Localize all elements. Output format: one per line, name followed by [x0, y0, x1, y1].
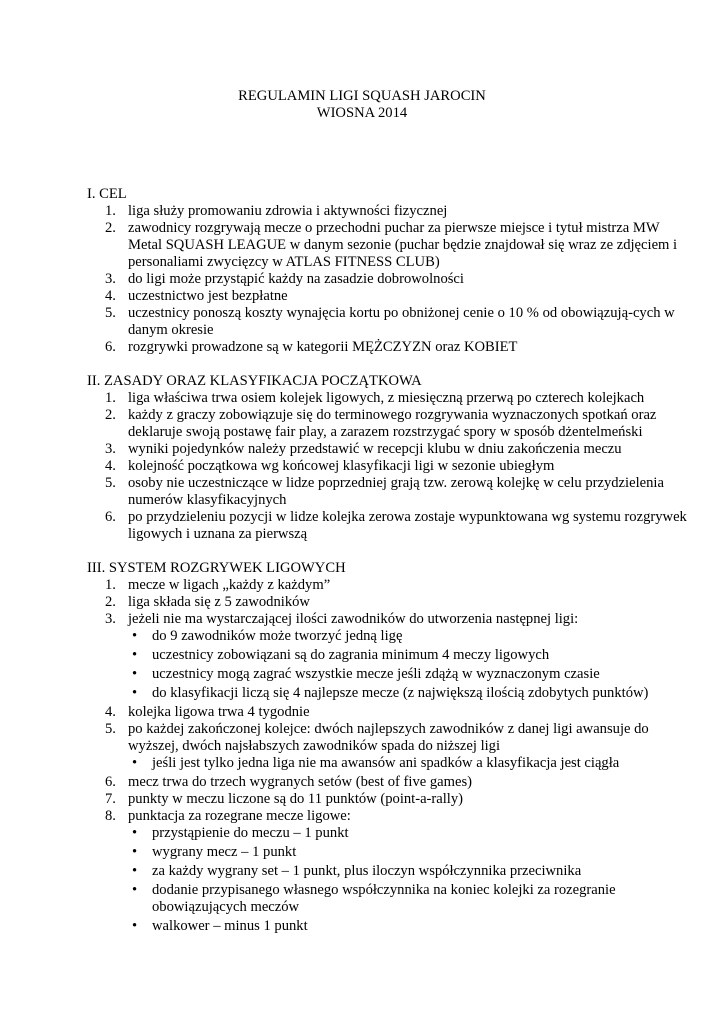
section-heading: I. CEL — [87, 186, 127, 202]
bullet-icon: • — [132, 825, 138, 841]
item-number: 7. — [105, 791, 116, 807]
item-text: liga służy promowaniu zdrowia i aktywności fizycznej — [128, 203, 448, 219]
bullet-text: do 9 zawodników może tworzyć jedną ligę — [152, 628, 403, 644]
item-text: mecz trwa do trzech wygranych setów (best of five games) — [128, 774, 473, 790]
bullet-text: jeśli jest tylko jedna liga nie ma awansów ani spadków a klasyfikacja jest ciągła — [152, 755, 620, 771]
numbered-list — [87, 203, 687, 356]
item-number: 4. — [105, 288, 116, 304]
list-item — [87, 721, 687, 772]
item-number: 1. — [105, 577, 116, 593]
bullet-list — [128, 755, 687, 772]
document-body — [87, 186, 687, 952]
list-item — [87, 339, 687, 356]
list-item — [87, 704, 687, 721]
item-text: mecze w ligach „każdy z każdym” — [128, 577, 331, 593]
list-item — [87, 594, 687, 611]
bullet-item — [128, 685, 687, 702]
item-number: 3. — [105, 611, 116, 627]
item-text: uczestnicy ponoszą koszty wynajęcia kortu po obniżonej cenie o 10 % od obowiązują-cych w danym okresie — [128, 305, 675, 338]
item-text: uczestnictwo jest bezpłatne — [128, 288, 288, 304]
item-text: kolejność początkowa wg końcowej klasyfikacji ligi w sezonie ubiegłym — [128, 458, 555, 474]
item-text: zawodnicy rozgrywają mecze o przechodni puchar za pierwsze miejsce i tytuł mistrza MW Metal SQUASH LEAGUE w danym sezonie (puchar będzie znajdował się wraz ze zdjęciem i personaliami zwycięzcy w ATLAS FITNESS CLUB) — [128, 220, 678, 270]
item-text: wyniki pojedynków należy przedstawić w recepcji klubu w dniu zakończenia meczu — [128, 441, 622, 457]
bullet-icon: • — [132, 628, 138, 644]
bullet-text: dodanie przypisanego własnego współczynnika na koniec kolejki za rozegranie obowiązujących meczów — [152, 882, 616, 915]
list-item — [87, 220, 687, 271]
list-item — [87, 458, 687, 475]
item-number: 1. — [105, 390, 116, 406]
item-text: rozgrywki prowadzone są w kategorii MĘŻCZYZN oraz KOBIET — [128, 339, 518, 355]
list-item — [87, 203, 687, 220]
item-text: kolejka ligowa trwa 4 tygodnie — [128, 704, 310, 720]
document-title — [0, 88, 724, 122]
bullet-icon: • — [132, 685, 138, 701]
item-number: 3. — [105, 441, 116, 457]
item-number: 4. — [105, 704, 116, 720]
item-number: 2. — [105, 594, 116, 610]
numbered-list — [87, 577, 687, 935]
bullet-item — [128, 755, 687, 772]
list-item — [87, 808, 687, 935]
list-item — [87, 271, 687, 288]
section — [87, 373, 687, 543]
bullet-list — [128, 628, 687, 702]
list-item — [87, 509, 687, 543]
bullet-item — [128, 863, 687, 880]
section — [87, 560, 687, 935]
bullet-item — [128, 666, 687, 683]
section-heading: II. ZASADY ORAZ KLASYFIKACJA POCZĄTKOWA — [87, 373, 422, 389]
bullet-icon: • — [132, 755, 138, 771]
bullet-item — [128, 918, 687, 935]
bullet-icon: • — [132, 863, 138, 879]
item-text: po przydzieleniu pozycji w lidze kolejka zerowa zostaje wypunktowana wg systemu rozgrywek ligowych i uznana za pierwszą — [128, 509, 687, 542]
item-number: 2. — [105, 220, 116, 236]
bullet-list — [128, 825, 687, 935]
section-heading: III. SYSTEM ROZGRYWEK LIGOWYCH — [87, 560, 346, 576]
item-number: 4. — [105, 458, 116, 474]
item-text: każdy z graczy zobowiązuje się do terminowego rozgrywania wyznaczonych spotkań oraz deklaruje swoją postawę fair play, a zarazem rozstrzygać spory w sposób dżentelmeński — [128, 407, 657, 440]
item-text: osoby nie uczestniczące w lidze poprzedniej grają tzw. zerową kolejkę w celu przydzielenia numerów klasyfikacyjnych — [128, 475, 664, 508]
item-text: jeżeli nie ma wystarczającej ilości zawodników do utworzenia następnej ligi: — [128, 611, 579, 627]
bullet-item — [128, 825, 687, 842]
item-text: po każdej zakończonej kolejce: dwóch najlepszych zawodników z danej ligi awansuje do wyższej, dwóch najsłabszych zawodników spada do niższej ligi — [128, 721, 649, 754]
list-item — [87, 791, 687, 808]
item-text: punktacja za rozegrane mecze ligowe: — [128, 808, 351, 824]
item-number: 5. — [105, 305, 116, 321]
bullet-text: wygrany mecz – 1 punkt — [152, 844, 297, 860]
item-number: 3. — [105, 271, 116, 287]
title-line-2: WIOSNA 2014 — [316, 105, 408, 121]
bullet-item — [128, 628, 687, 645]
numbered-list — [87, 390, 687, 543]
bullet-item — [128, 882, 687, 916]
list-item — [87, 288, 687, 305]
item-number: 2. — [105, 407, 116, 423]
bullet-item — [128, 647, 687, 664]
item-number: 1. — [105, 203, 116, 219]
item-number: 6. — [105, 339, 116, 355]
list-item — [87, 774, 687, 791]
list-item — [87, 475, 687, 509]
list-item — [87, 390, 687, 407]
item-number: 5. — [105, 475, 116, 491]
list-item — [87, 577, 687, 594]
bullet-text: uczestnicy zobowiązani są do zagrania minimum 4 meczy ligowych — [152, 647, 550, 663]
bullet-text: przystąpienie do meczu – 1 punkt — [152, 825, 349, 841]
item-number: 5. — [105, 721, 116, 737]
list-item — [87, 407, 687, 441]
bullet-text: walkower – minus 1 punkt — [152, 918, 308, 934]
bullet-icon: • — [132, 844, 138, 860]
bullet-icon: • — [132, 882, 138, 898]
item-text: do ligi może przystąpić każdy na zasadzie dobrowolności — [128, 271, 464, 287]
bullet-icon: • — [132, 647, 138, 663]
bullet-text: uczestnicy mogą zagrać wszystkie mecze jeśli zdążą w wyznaczonym czasie — [152, 666, 600, 682]
bullet-icon: • — [132, 666, 138, 682]
item-number: 6. — [105, 509, 116, 525]
list-item — [87, 611, 687, 702]
bullet-text: za każdy wygrany set – 1 punkt, plus iloczyn współczynnika przeciwnika — [152, 863, 582, 879]
item-number: 6. — [105, 774, 116, 790]
item-text: liga składa się z 5 zawodników — [128, 594, 310, 610]
bullet-icon: • — [132, 918, 138, 934]
bullet-text: do klasyfikacji liczą się 4 najlepsze mecze (z największą ilością zdobytych punktów) — [152, 685, 649, 701]
item-text: punkty w meczu liczone są do 11 punktów (point-a-rally) — [128, 791, 464, 807]
list-item — [87, 305, 687, 339]
item-text: liga właściwa trwa osiem kolejek ligowych, z miesięczną przerwą po czterech kolejkach — [128, 390, 645, 406]
item-number: 8. — [105, 808, 116, 824]
list-item — [87, 441, 687, 458]
bullet-item — [128, 844, 687, 861]
section — [87, 186, 687, 356]
title-line-1: REGULAMIN LIGI SQUASH JAROCIN — [238, 88, 486, 104]
